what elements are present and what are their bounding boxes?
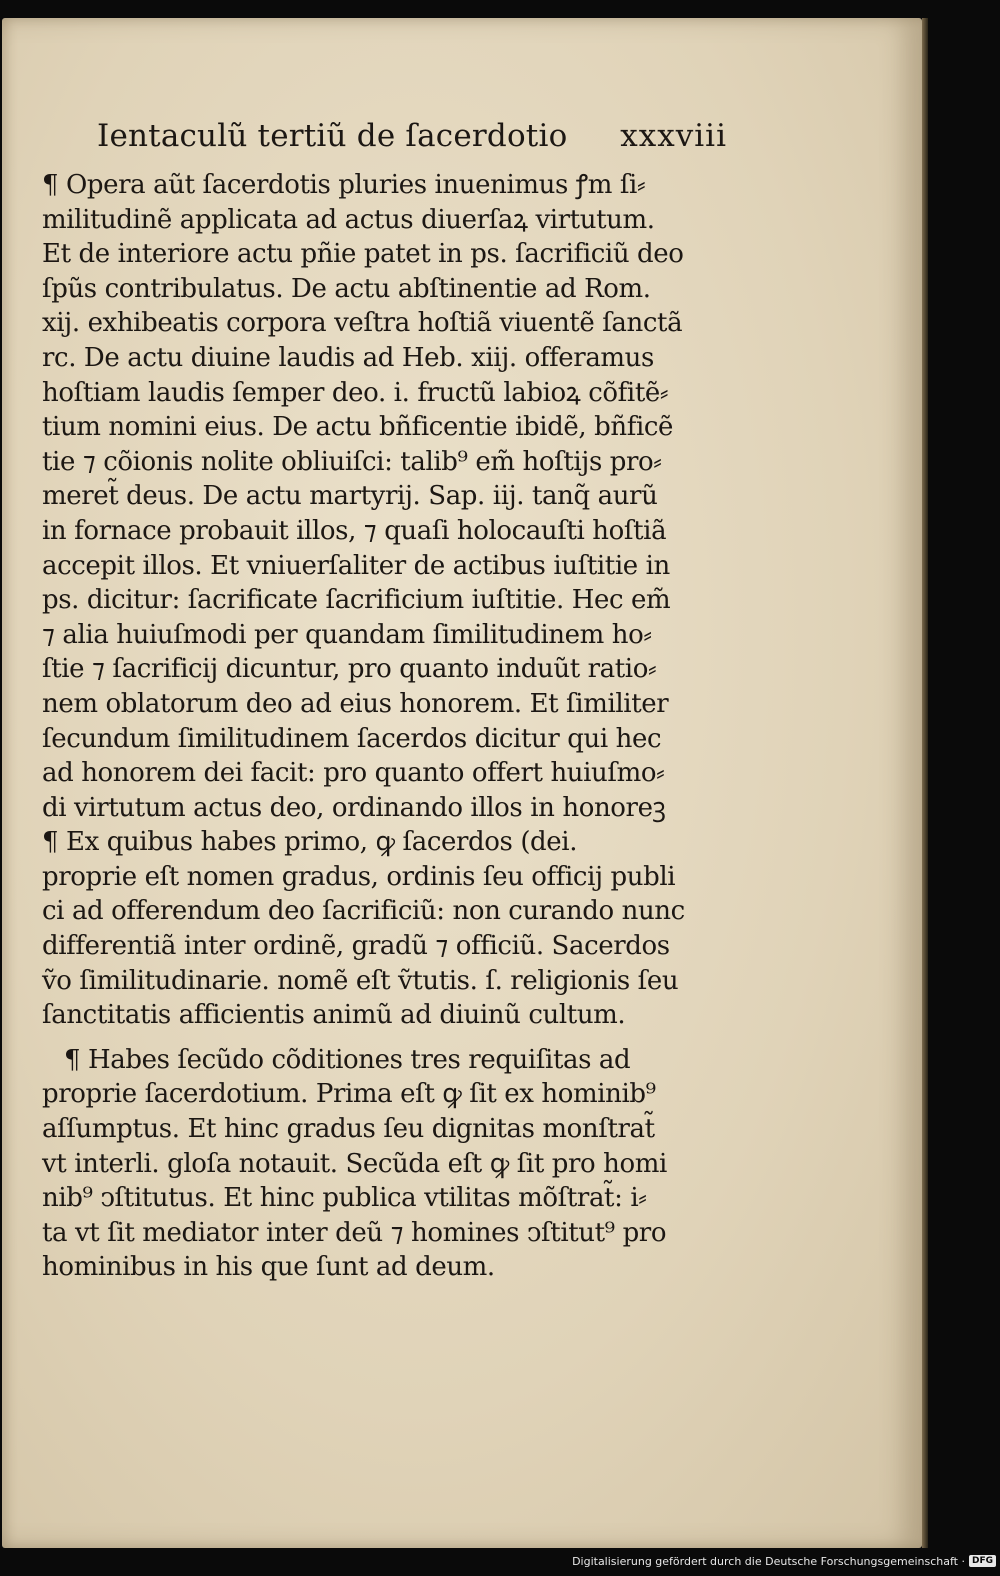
- text-line: aſſumptus. Et hinc gradus ſeu dignitas monſtrat̃: [42, 1114, 655, 1145]
- text-line: hoſtiam laudis ſemper deo. i. fructũ labioꝝ cõfitẽ⸗: [42, 377, 669, 408]
- text-line: ¶ Ex quibus habes primo, ꝙ ſacerdos (dei.: [42, 827, 578, 858]
- text-line: ſpũs contribulatus. De actu abſtinentie ad Rom.: [42, 273, 651, 304]
- book-spine-edge: [922, 18, 928, 1548]
- text-line: nib⁹ ↄſtitutus. Et hinc publica vtilitas mõſtrat̃: i⸗: [42, 1183, 647, 1214]
- book-page: [2, 18, 922, 1548]
- text-line: proprie ſacerdotium. Prima eſt ꝙ ſit ex hominib⁹: [42, 1079, 656, 1110]
- text-line: meret̃ deus. De actu martyrij. Sap. iij. tanq̃ aurũ: [42, 481, 658, 512]
- running-title: Ientaculũ tertiũ de ſacerdotio: [97, 118, 568, 154]
- digitization-credit: [572, 1552, 996, 1570]
- text-line: differentiã inter ordinẽ, gradũ ⁊ officiũ. Sacerdos: [42, 931, 670, 962]
- text-line: ¶ Opera aũt ſacerdotis pluries inuenimus ꝭm ſi⸗: [42, 170, 646, 200]
- text-line: ſanctitatis afficientis animũ ad diuinũ cultum.: [42, 1000, 626, 1031]
- paragraph: [42, 168, 722, 1033]
- folio-number: xxxviii: [620, 118, 727, 154]
- text-line: rc. De actu diuine laudis ad Heb. xiij. offeramus: [42, 342, 654, 373]
- text-line: ¶ Habes ſecũdo cõditiones tres requiſitas ad: [64, 1044, 631, 1075]
- text-line: proprie eſt nomen gradus, ordinis ſeu officij publi: [42, 861, 676, 892]
- funding-note: Digitalisierung gefördert durch die Deutsche Forschungsgemeinschaft ·: [572, 1554, 965, 1568]
- text-line: ci ad offerendum deo ſacrificiũ: non curando nunc: [42, 896, 685, 927]
- text-line: xij. exhibeatis corpora veſtra hoſtiã viuentẽ ſanctã: [42, 308, 683, 339]
- text-line: ṽo ſimilitudinarie. nomẽ eſt ṽtutis. ſ. religionis ſeu: [42, 965, 679, 996]
- text-line: hominibus in his que ſunt ad deum.: [42, 1252, 495, 1283]
- body-text: [42, 168, 722, 1285]
- running-head: [97, 118, 727, 162]
- text-line: in fornace probauit illos, ⁊ quaſi holocauſti hoſtiã: [42, 515, 667, 546]
- text-line: tium nomini eius. De actu bñficentie ibidẽ, bñficẽ: [42, 412, 674, 443]
- dfg-logo: DFG: [969, 1555, 996, 1567]
- text-line: tie ⁊ cõionis nolite obliuiſci: talib⁹ em̃ hoſtijs pro⸗: [42, 446, 662, 477]
- text-line: ſecundum ſimilitudinem ſacerdos dicitur qui hec: [42, 723, 662, 754]
- text-line: ta vt ſit mediator inter deũ ⁊ homines ↄſtitut⁹ pro: [42, 1217, 667, 1248]
- text-line: accepit illos. Et vniuerſaliter de actibus iuſtitie in: [42, 550, 670, 581]
- text-line: ⁊ alia huiuſmodi per quandam ſimilitudinem ho⸗: [42, 619, 652, 650]
- text-line: ſtie ⁊ ſacrificij dicuntur, pro quanto induũt ratio⸗: [42, 654, 657, 685]
- text-line: ad honorem dei facit: pro quanto offert huiuſmo⸗: [42, 758, 665, 789]
- text-line: di virtutum actus deo, ordinando illos in honoreꝫ: [42, 792, 666, 823]
- paragraph: [42, 1043, 722, 1285]
- text-line: militudinẽ applicata ad actus diuerſaꝝ virtutum.: [42, 204, 655, 235]
- text-line: nem oblatorum deo ad eius honorem. Et ſimiliter: [42, 688, 669, 719]
- text-line: ps. dicitur: ſacrificate ſacrificium iuſtitie. Hec em̃: [42, 585, 671, 616]
- text-line: Et de interiore actu pñie patet in ps. ſacrificiũ deo: [42, 239, 684, 270]
- text-line: vt interli. gloſa notauit. Secũda eſt ꝙ ſit pro homi: [42, 1148, 667, 1179]
